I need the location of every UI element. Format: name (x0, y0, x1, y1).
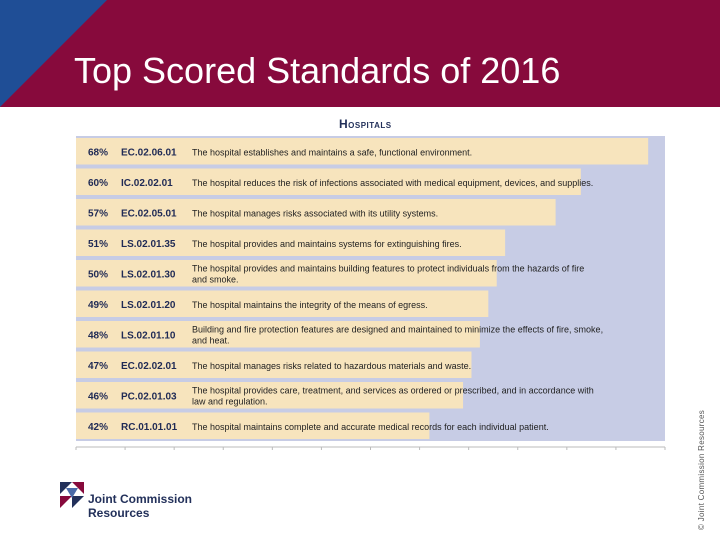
standard-description: The hospital provides care, treatment, and services as ordered or prescribed, and in accordance with (192, 385, 594, 396)
bar-percent-label: 46% (88, 391, 109, 403)
standard-description: and smoke. (192, 274, 239, 285)
standard-code-label: IC.02.02.01 (121, 177, 173, 189)
bar-percent-label: 60% (88, 177, 109, 189)
standard-description: Building and fire protection features are designed and maintained to minimize the effects of fire, smoke, (192, 324, 604, 335)
standard-code-label: LS.02.01.30 (121, 269, 176, 281)
standard-description: The hospital maintains complete and accurate medical records for each individual patient. (192, 421, 549, 432)
jcr-logo-icon (58, 480, 86, 514)
standard-code-label: EC.02.06.01 (121, 147, 177, 159)
standard-code-label: EC.02.05.01 (121, 208, 177, 220)
standard-description: The hospital maintains the integrity of the means of egress. (192, 299, 428, 310)
standard-description: The hospital manages risks associated with its utility systems. (192, 208, 439, 219)
standard-description: The hospital establishes and maintains a safe, functional environment. (192, 147, 473, 158)
standard-code-label: EC.02.02.01 (121, 360, 177, 372)
jcr-logo (58, 480, 198, 522)
standard-description: The hospital reduces the risk of infections associated with medical equipment, devices, and supplies. (192, 177, 594, 188)
standard-code-label: PC.02.01.03 (121, 391, 177, 403)
standard-description: The hospital provides and maintains building features to protect individuals from the hazards of fire (192, 263, 585, 274)
standard-code-label: RC.01.01.01 (121, 421, 178, 433)
standard-code-label: LS.02.01.20 (121, 299, 176, 311)
bar-percent-label: 50% (88, 269, 109, 281)
standard-code-label: LS.02.01.35 (121, 238, 176, 250)
standard-description: and heat. (192, 335, 230, 346)
bar-percent-label: 49% (88, 299, 109, 311)
bar-percent-label: 42% (88, 421, 109, 433)
standard-description: The hospital provides and maintains systems for extinguishing fires. (192, 238, 462, 249)
bar-percent-label: 47% (88, 360, 109, 372)
bar-percent-label: 68% (88, 147, 109, 159)
bar-percent-label: 48% (88, 330, 109, 342)
standard-description: The hospital manages risks related to hazardous materials and waste. (192, 360, 472, 371)
standard-description: law and regulation. (192, 396, 268, 407)
chart-title: Hospitals (339, 117, 392, 131)
slide-title: Top Scored Standards of 2016 (74, 50, 561, 91)
logo-text-line2: Resources (88, 506, 150, 520)
standard-code-label: LS.02.01.10 (121, 330, 176, 342)
bar-percent-label: 57% (88, 208, 109, 220)
logo-text-line1: Joint Commission (88, 492, 193, 506)
copyright-notice: © Joint Commission Resources (697, 409, 706, 530)
bar-percent-label: 51% (88, 238, 109, 250)
